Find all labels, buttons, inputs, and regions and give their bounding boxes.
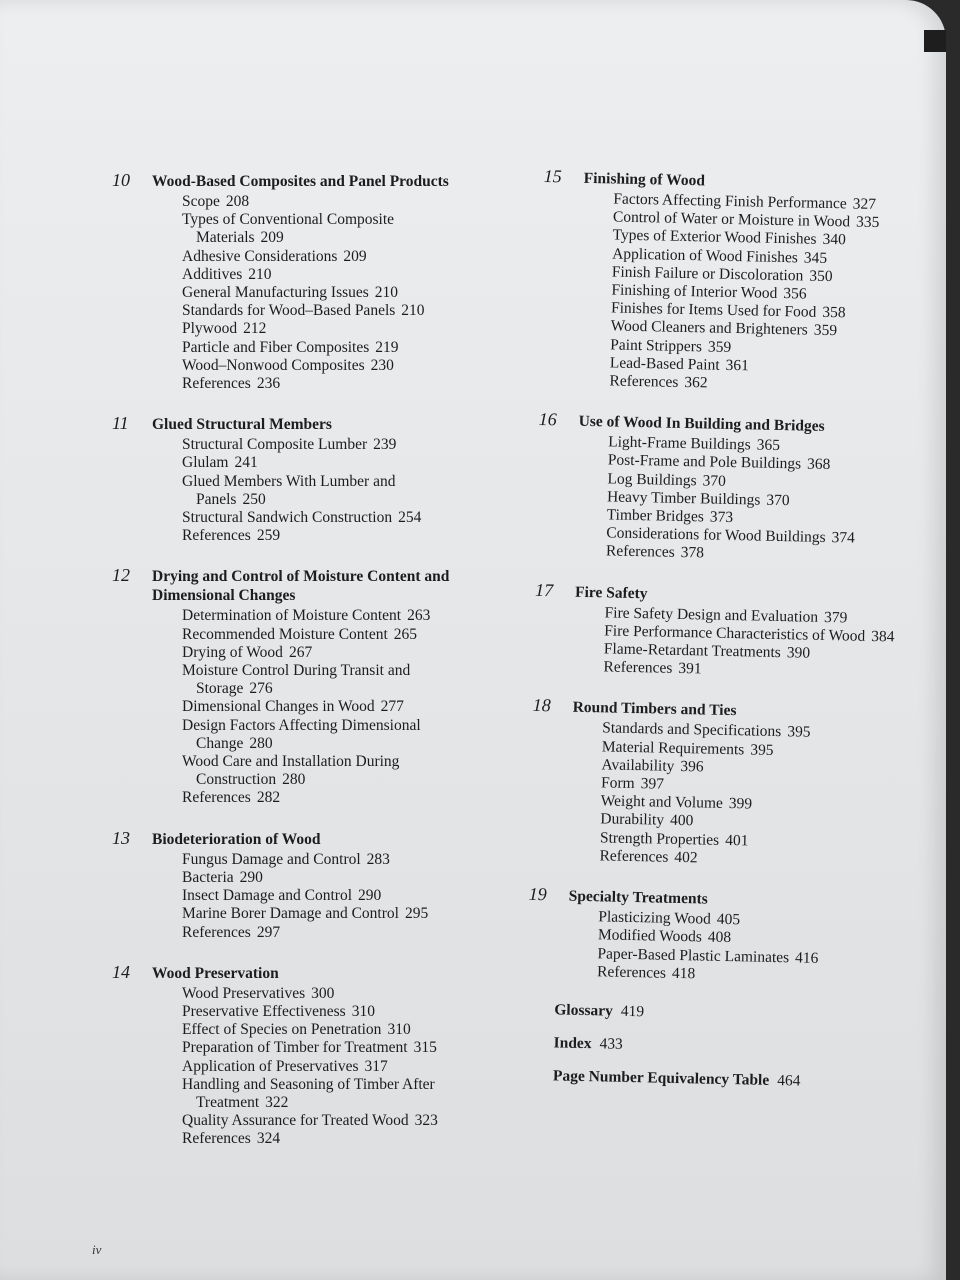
entry-page-number: 395	[750, 741, 774, 759]
entry-title: Material Requirements	[601, 738, 745, 758]
entry-page-number: 280	[249, 734, 273, 752]
toc-entry	[182, 509, 482, 527]
toc-left-column	[112, 170, 532, 1169]
toc-entry	[182, 869, 482, 887]
chapter-12	[112, 565, 532, 807]
toc-entry	[182, 607, 482, 625]
toc-entry-list	[182, 607, 532, 807]
entry-title: Wood Cleaners and Brighteners	[610, 317, 808, 339]
entry-title-cont-text: Storage	[196, 680, 244, 698]
chapter-heading	[544, 166, 960, 196]
entry-title: Structural Composite Lumber	[182, 436, 368, 454]
entry-page-number: 365	[756, 436, 781, 455]
chapter-14	[112, 962, 532, 1149]
toc-entry	[182, 698, 482, 716]
entry-page-number: 408	[707, 928, 732, 947]
entry-page-number: 379	[823, 608, 848, 627]
entry-title: Flame-Retardant Treatments	[603, 640, 781, 662]
entry-title: Drying of Wood	[182, 643, 283, 661]
entry-title-cont-text: Panels	[196, 490, 237, 508]
chapter-heading	[535, 580, 955, 610]
chapter-11	[112, 413, 532, 545]
entry-page-number: 208	[225, 193, 250, 210]
chapter-title: Specialty Treatments	[568, 887, 708, 908]
entry-title: Types of Conventional Composite	[182, 211, 395, 229]
entry-title: Finishing of Interior Wood	[611, 281, 778, 302]
entry-title: Paper-Based Plastic Laminates	[597, 944, 790, 966]
entry-page-number: 239	[373, 436, 397, 454]
toc-entry-list	[609, 190, 960, 398]
entry-title: Plywood	[182, 320, 238, 338]
entry-title-continuation	[182, 680, 482, 698]
entry-page-number: 210	[374, 284, 399, 302]
entry-page-number: 219	[375, 338, 399, 356]
entry-title: References	[605, 542, 675, 562]
entry-title: Light-Frame Buildings	[608, 433, 751, 454]
entry-title: Dimensional Changes in Wood	[182, 698, 375, 716]
entry-page-number: 324	[256, 1130, 281, 1148]
entry-title: References	[609, 372, 679, 391]
entry-page-number: 317	[364, 1057, 388, 1075]
entry-page-number: 405	[716, 910, 741, 929]
toc-entry	[182, 753, 482, 789]
toc-entry	[182, 248, 482, 266]
chapter-heading	[538, 409, 958, 439]
entry-title: Adhesive Considerations	[182, 247, 338, 265]
entry-page-number: 378	[680, 544, 705, 562]
toc-entry	[182, 357, 482, 375]
chapter-title: Finishing of Wood	[583, 169, 706, 190]
toc-entry	[182, 436, 482, 454]
entry-page-number: 361	[725, 356, 750, 375]
entry-title: General Manufacturing Issues	[182, 284, 369, 302]
entry-page-number: 401	[724, 831, 749, 850]
toc-entry	[182, 851, 482, 869]
entry-page-number: 399	[728, 795, 753, 813]
toc-entry-list	[182, 193, 532, 393]
entry-title: Standards for Wood–Based Panels	[182, 302, 396, 320]
chapter-heading	[112, 962, 532, 983]
toc-entry	[182, 454, 482, 472]
entry-title-continuation	[182, 1094, 482, 1112]
entry-page-number: 322	[265, 1093, 289, 1111]
chapter-title: Round Timbers and Ties	[572, 699, 737, 720]
entry-title: Preparation of Timber for Treatment	[182, 1039, 408, 1057]
back-matter-page: 464	[777, 1071, 801, 1090]
toc-entry	[182, 284, 482, 302]
entry-page-number: 370	[766, 491, 790, 510]
entry-title: Plasticizing Wood	[598, 908, 712, 928]
entry-title: Control of Water or Moisture in Wood	[612, 208, 851, 231]
entry-page-number: 340	[822, 231, 846, 249]
entry-page-number: 395	[787, 723, 811, 742]
toc-entry	[182, 302, 482, 320]
entry-title: Standards and Specifications	[602, 719, 782, 741]
chapter-title: Wood Preservation	[152, 964, 279, 982]
entry-page-number: 295	[404, 905, 429, 923]
entry-title: Availability	[601, 756, 675, 775]
chapter-18	[529, 695, 952, 872]
entry-page-number: 390	[786, 644, 811, 662]
entry-page-number: 384	[871, 627, 895, 646]
entry-title: Paint Strippers	[610, 336, 703, 355]
toc-entry	[182, 789, 482, 807]
chapter-16	[536, 409, 959, 568]
entry-page-number: 335	[855, 213, 880, 232]
chapter-10	[112, 170, 532, 393]
toc-entry	[182, 924, 482, 942]
entry-title: Wood–Nonwood Composites	[182, 356, 365, 374]
entry-page-number: 267	[288, 643, 313, 661]
entry-page-number: 397	[640, 775, 665, 793]
chapter-number: 13	[112, 827, 130, 848]
toc-entry	[182, 1039, 482, 1057]
entry-page-number: 345	[803, 249, 828, 267]
entry-title: Handling and Seasoning of Timber After	[182, 1075, 435, 1093]
entry-title-cont-text: Materials	[196, 229, 255, 247]
entry-page-number: 290	[358, 887, 382, 905]
entry-page-number: 259	[256, 527, 281, 545]
entry-page-number: 310	[387, 1021, 411, 1039]
entry-page-number: 209	[343, 247, 367, 265]
entry-page-number: 315	[413, 1039, 437, 1057]
entry-page-number: 282	[256, 789, 281, 807]
toc-entry	[182, 1058, 482, 1076]
entry-title: Wood Care and Installation During	[182, 753, 400, 771]
entry-page-number: 230	[370, 356, 394, 374]
entry-title: Post-Frame and Pole Buildings	[607, 451, 802, 473]
entry-page-number: 276	[249, 680, 273, 698]
entry-title: Fire Performance Characteristics of Wood	[604, 622, 866, 645]
back-matter-title: Glossary	[554, 1001, 614, 1020]
entry-title-cont-text: Treatment	[196, 1093, 260, 1111]
entry-page-number: 212	[243, 320, 267, 338]
entry-page-number: 254	[398, 509, 422, 527]
entry-title: Design Factors Affecting Dimensional	[182, 716, 421, 734]
entry-title: Wood Preservatives	[182, 984, 306, 1002]
toc-entry-list	[606, 434, 959, 569]
entry-page-number: 374	[831, 529, 856, 547]
toc-entry	[182, 1076, 482, 1112]
entry-title: Modified Woods	[597, 926, 703, 946]
chapter-title: Glued Structural Members	[152, 416, 332, 434]
entry-page-number: 310	[351, 1002, 375, 1020]
entry-title: References	[603, 658, 673, 678]
entry-title: Considerations for Wood Buildings	[606, 524, 826, 547]
entry-title: Application of Wood Finishes	[612, 245, 799, 266]
toc-right-column	[524, 166, 960, 1107]
chapter-15	[539, 166, 960, 398]
chapter-heading	[532, 695, 952, 725]
entry-title: Types of Exterior Wood Finishes	[612, 226, 817, 249]
entry-page-number: 323	[414, 1112, 438, 1130]
entry-page-number: 300	[311, 984, 335, 1002]
chapter-number: 17	[534, 579, 554, 600]
entry-title: Glulam	[182, 454, 229, 472]
toc-entry	[182, 375, 482, 393]
back-matter	[553, 1000, 947, 1093]
entry-page-number: 373	[709, 508, 734, 527]
entry-title: References	[182, 527, 251, 545]
page-folio: iv	[92, 1242, 102, 1257]
entry-title: Glued Members With Lumber and	[182, 472, 396, 490]
page-corner-shadow	[924, 30, 946, 52]
chapter-number: 16	[538, 409, 557, 430]
entry-title: Weight and Volume	[600, 792, 724, 813]
entry-title: Durability	[600, 810, 665, 830]
entry-page-number: 416	[794, 948, 819, 967]
entry-page-number: 241	[234, 454, 258, 472]
entry-title: Moisture Control During Transit and	[182, 662, 411, 680]
entry-title: Log Buildings	[607, 470, 697, 489]
entry-title: References	[596, 962, 667, 982]
back-matter-page: 419	[620, 1002, 645, 1021]
entry-title: Lead-Based Paint	[609, 354, 720, 374]
entry-page-number: 391	[678, 660, 702, 678]
back-matter-entry	[554, 1000, 946, 1027]
chapter-heading	[112, 565, 532, 605]
toc-entry	[182, 193, 482, 211]
entry-title-cont-text: Construction	[196, 771, 277, 789]
entry-page-number: 263	[407, 607, 431, 625]
entry-title: Strength Properties	[599, 829, 720, 849]
entry-page-number: 250	[242, 490, 266, 508]
entry-page-number: 210	[248, 265, 272, 283]
chapter-19	[527, 884, 949, 989]
back-matter-entry	[553, 1033, 945, 1060]
toc-entry-list	[603, 604, 954, 684]
toc-entry	[182, 1112, 482, 1130]
back-matter-page: 433	[599, 1035, 623, 1053]
entry-page-number: 356	[783, 285, 807, 303]
entry-title: Preservative Effectiveness	[182, 1002, 346, 1020]
entry-title: Additives	[182, 265, 243, 283]
entry-title: Marine Borer Damage and Control	[182, 905, 399, 923]
entry-title: Quality Assurance for Treated Wood	[182, 1112, 409, 1130]
back-matter-title: Index	[553, 1034, 592, 1053]
chapter-title: Wood-Based Composites and Panel Products	[152, 173, 449, 190]
entry-title-continuation	[182, 735, 482, 753]
entry-title: Finishes for Items Used for Food	[610, 299, 817, 321]
entry-title: Application of Preservatives	[182, 1057, 359, 1075]
entry-title: Heavy Timber Buildings	[606, 488, 761, 509]
entry-title: References	[182, 789, 251, 807]
chapter-number: 14	[112, 961, 130, 982]
entry-title-continuation	[182, 491, 482, 509]
entry-title: References	[182, 923, 251, 941]
entry-title: Scope	[182, 193, 220, 210]
toc-entry-list	[599, 720, 952, 873]
entry-title: Recommended Moisture Content	[182, 625, 388, 643]
chapter-number: 12	[112, 565, 130, 586]
toc-entry	[182, 211, 482, 247]
toc-entry	[182, 339, 482, 357]
chapter-number: 11	[112, 413, 129, 434]
entry-page-number: 368	[806, 456, 831, 474]
entry-page-number: 400	[669, 812, 694, 830]
chapter-title: Fire Safety	[574, 583, 648, 602]
entry-title: Timber Bridges	[606, 506, 705, 526]
chapter-17	[533, 580, 955, 685]
entry-title: Form	[600, 774, 635, 793]
entry-page-number: 280	[282, 771, 306, 789]
toc-entry-list	[182, 985, 532, 1149]
entry-title-cont-text: Change	[196, 734, 244, 752]
entry-page-number: 297	[256, 923, 281, 941]
entry-title: References	[599, 847, 669, 866]
entry-page-number: 210	[401, 302, 425, 320]
entry-title: Particle and Fiber Composites	[182, 338, 370, 356]
toc-entry-list	[182, 851, 532, 942]
chapter-number: 15	[543, 166, 562, 187]
back-matter-entry	[553, 1066, 945, 1093]
entry-title-continuation	[182, 771, 482, 789]
back-matter-title: Page Number Equivalency Table	[552, 1067, 770, 1089]
toc-entry-list	[182, 436, 532, 545]
chapter-title: Drying and Control of Moisture Content and Dimensional Changes	[152, 568, 450, 605]
entry-title: Fire Safety Design and Evaluation	[604, 604, 819, 626]
chapter-number: 18	[532, 695, 551, 716]
toc-entry	[182, 1003, 482, 1021]
chapter-heading	[112, 828, 532, 849]
entry-title: Insect Damage and Control	[182, 887, 353, 905]
entry-page-number: 265	[393, 625, 418, 643]
entry-page-number: 327	[852, 195, 877, 213]
toc-entry	[182, 717, 482, 753]
entry-page-number: 209	[260, 229, 284, 247]
toc-entry	[182, 1130, 482, 1148]
entry-title: References	[182, 375, 251, 393]
chapter-title: Use of Wood In Building and Bridges	[578, 413, 825, 436]
entry-page-number: 418	[671, 964, 696, 983]
entry-page-number: 283	[366, 850, 390, 868]
entry-page-number: 402	[674, 848, 698, 867]
entry-title: Bacteria	[182, 868, 234, 886]
entry-page-number: 359	[813, 322, 838, 340]
toc-entry	[182, 266, 482, 284]
entry-title: Structural Sandwich Construction	[182, 509, 393, 527]
toc-entry	[182, 1021, 482, 1039]
entry-page-number: 277	[380, 698, 404, 716]
toc-entry	[182, 644, 482, 662]
entry-page-number: 290	[239, 868, 263, 886]
toc-entry	[182, 320, 482, 338]
entry-title: References	[182, 1130, 251, 1148]
toc-entry	[182, 905, 482, 923]
toc-entry	[182, 662, 482, 698]
entry-title: Determination of Moisture Content	[182, 607, 402, 625]
entry-page-number: 236	[256, 375, 281, 393]
entry-title-continuation	[182, 229, 482, 247]
toc-entry	[182, 473, 482, 509]
entry-page-number: 396	[680, 757, 704, 776]
entry-page-number: 370	[702, 472, 727, 490]
entry-page-number: 362	[684, 374, 708, 392]
entry-page-number: 358	[822, 304, 846, 322]
entry-title: Effect of Species on Penetration	[182, 1021, 382, 1039]
chapter-heading	[529, 884, 949, 914]
entry-title: Finish Failure or Discoloration	[611, 263, 804, 285]
toc-entry	[182, 527, 482, 545]
chapter-number: 19	[528, 883, 547, 905]
chapter-13	[112, 828, 532, 942]
entry-title: Fungus Damage and Control	[182, 850, 361, 868]
chapter-heading	[112, 170, 532, 191]
chapter-number: 10	[112, 170, 130, 190]
toc-entry	[182, 626, 482, 644]
toc-entry	[182, 887, 482, 905]
entry-page-number: 359	[707, 338, 732, 356]
chapter-heading	[112, 413, 532, 434]
chapter-title: Biodeterioration of Wood	[152, 830, 321, 848]
entry-title: Factors Affecting Finish Performance	[613, 190, 847, 213]
entry-page-number: 350	[809, 267, 833, 285]
toc-entry	[182, 985, 482, 1003]
toc-entry-list	[597, 908, 948, 988]
